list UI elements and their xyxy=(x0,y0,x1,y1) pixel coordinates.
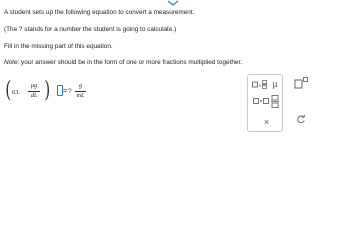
unit-numerator: μg xyxy=(30,83,37,89)
question-line-2: (The ? stands for a number the student is going to calculate.) xyxy=(4,26,177,33)
multiply-dot-icon[interactable] xyxy=(253,96,269,106)
fraction-bar xyxy=(75,91,86,92)
fraction-icon[interactable] xyxy=(270,95,280,108)
unit-fraction-given xyxy=(28,83,40,100)
equals-sign: = xyxy=(63,88,68,95)
unit-fraction-target xyxy=(75,83,86,100)
question-line-1: A student sets up the following equation to convert a measurement. xyxy=(4,9,195,16)
right-paren: ) xyxy=(44,78,51,103)
mu-symbol-icon[interactable]: μ xyxy=(272,79,278,89)
target-unit-numerator: g xyxy=(79,83,82,89)
target-unit-denominator: mL xyxy=(76,93,85,99)
fraction-bar xyxy=(28,91,40,92)
svg-text:×: × xyxy=(258,83,262,88)
unit-denominator: dL xyxy=(30,93,38,99)
note-label: Note: xyxy=(4,59,20,66)
unknown-value: ? xyxy=(68,88,72,95)
equation xyxy=(4,77,140,107)
undo-icon[interactable] xyxy=(296,114,306,124)
note-text: your answer should be in the form of one or more fractions multiplied together. xyxy=(19,59,243,66)
question-note xyxy=(4,59,242,67)
multiply-fraction-icon[interactable] xyxy=(252,80,268,89)
coefficient: 63. xyxy=(12,89,21,96)
question-line-3: Fill in the missing part of this equation. xyxy=(4,43,113,50)
math-toolbar xyxy=(247,74,283,132)
left-paren: ( xyxy=(5,78,12,103)
clear-icon[interactable]: × xyxy=(263,116,270,127)
chevron-down-icon[interactable] xyxy=(166,0,180,6)
superscript-icon[interactable] xyxy=(294,77,308,89)
